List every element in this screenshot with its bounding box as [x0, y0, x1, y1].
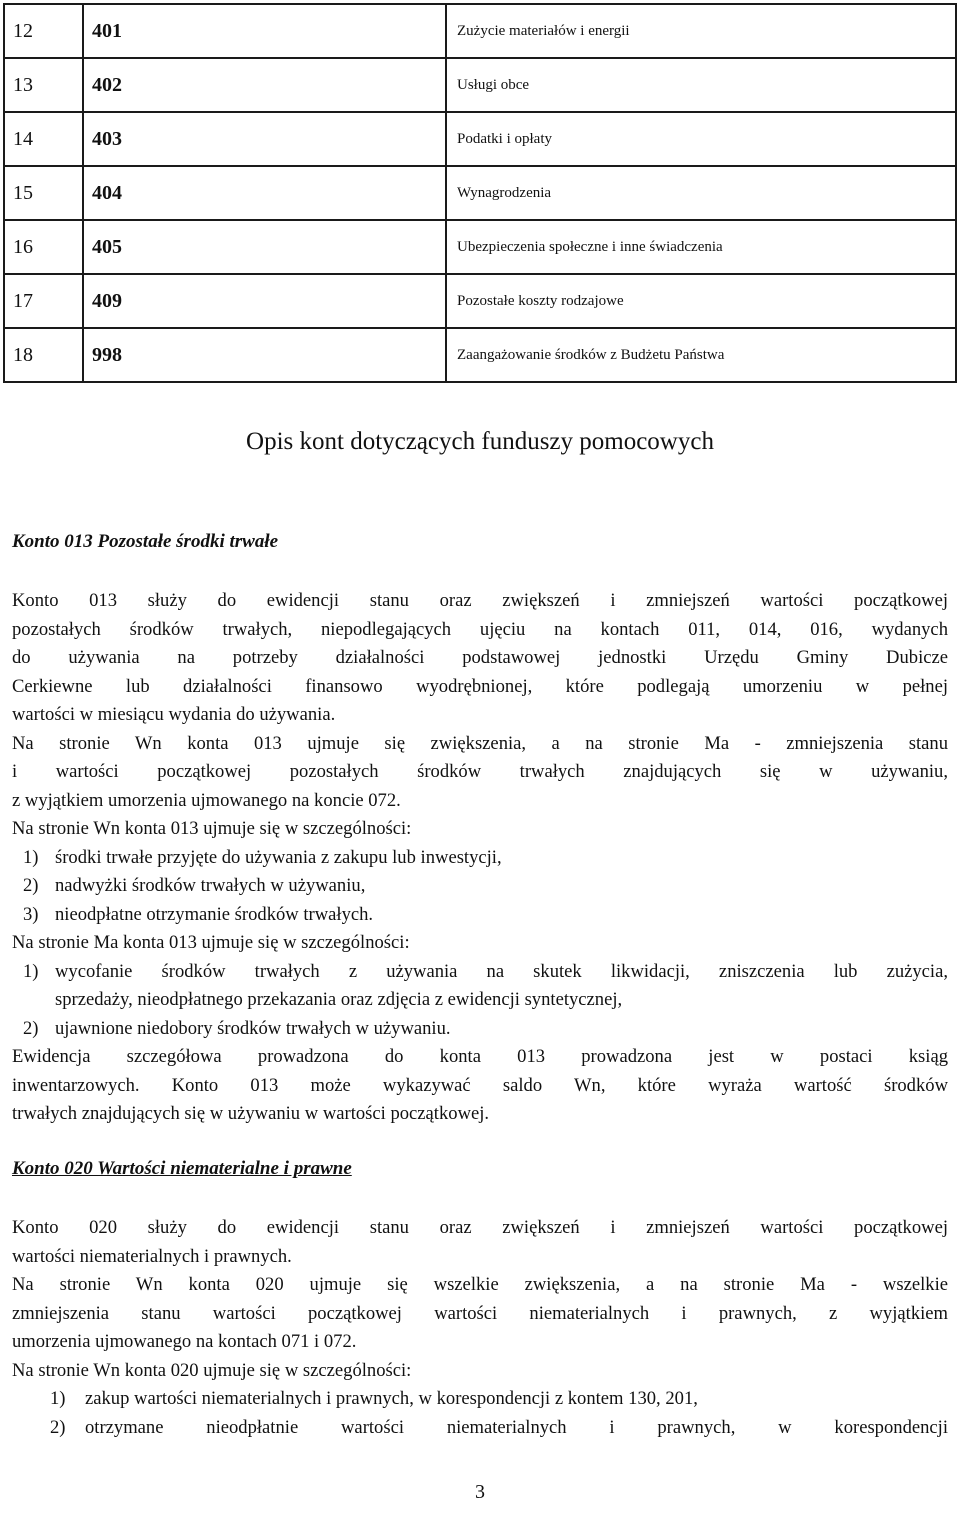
row-number-cell: 18 [4, 328, 83, 382]
account-number-cell: 409 [83, 274, 446, 328]
table-row [4, 166, 956, 220]
konto-020-wn-ma-line: Na stronie Wn konta 020 ujmuje się wszelkie zwiększenia, a na stronie Ma - wszelkie [12, 1274, 948, 1295]
account-number-cell: 403 [83, 112, 446, 166]
table-row [4, 328, 956, 382]
account-number-cell: 998 [83, 328, 446, 382]
list-item [12, 901, 948, 930]
account-number-cell: 405 [83, 220, 446, 274]
table-row [4, 58, 956, 112]
list-text: sprzedaży, nieodpłatnego przekazania oraz zdjęcia z ewidencji syntetycznej, [55, 989, 623, 1010]
konto-020-intro-line: Konto 020 służy do ewidencji stanu oraz zwiększeń i zmniejszeń wartości początkowej [12, 1217, 948, 1238]
table-row [4, 4, 956, 58]
account-name-cell: Zaangażowanie środków z Budżetu Państwa [446, 328, 956, 382]
konto-020-intro-line: wartości niematerialnych i prawnych. [12, 1245, 292, 1267]
row-number-cell: 16 [4, 220, 83, 274]
section-title: Opis kont dotyczących funduszy pomocowych [246, 428, 714, 455]
konto-013-detail-line: trwałych znajdujących się w używaniu w wartości początkowej. [12, 1103, 490, 1124]
account-number-cell: 401 [83, 4, 446, 58]
account-number-cell: 402 [83, 58, 446, 112]
konto-013-wn-ma-line: Na stronie Wn konta 013 ujmuje się zwiększenia, a na stronie Ma - zmniejszenia stanu [12, 732, 948, 754]
list-item [12, 1385, 948, 1414]
konto-013-wn-lead: Na stronie Wn konta 013 ujmuje się w szczególności: [12, 818, 412, 839]
konto-013-wn-ma-line: z wyjątkiem umorzenia ujmowanego na koncie 072. [12, 789, 401, 811]
row-number-cell: 12 [4, 4, 83, 58]
konto-013-intro-line: Cerkiewne lub działalności finansowo wyodrębnionej, które podlegają umorzeniu w pełnej [12, 675, 948, 697]
row-number-cell: 17 [4, 274, 83, 328]
account-table [3, 3, 957, 383]
list-text: wycofanie środków trwałych z używania na skutek likwidacji, zniszczenia lub zużycia, [55, 960, 948, 982]
list-item [12, 844, 948, 873]
table-row [4, 112, 956, 166]
konto-013-wn-list [12, 844, 948, 930]
konto-013-detail-line: Ewidencja szczegółowa prowadzona do konta 013 prowadzona jest w postaci ksiąg [12, 1046, 948, 1067]
list-number: 1) [50, 1388, 66, 1409]
list-item [12, 1414, 948, 1443]
konto-013-intro-line: do używania na potrzeby działalności podstawowej jednostki Urzędu Gminy Dubicze [12, 647, 948, 668]
konto-020-wn-ma-line: zmniejszenia stanu wartości początkowej wartości niematerialnych i prawnych, z wyjątkiem [12, 1302, 948, 1324]
list-number: 3) [23, 903, 39, 925]
list-number: 1) [23, 960, 39, 982]
list-number: 1) [23, 846, 39, 868]
table-row [4, 274, 956, 328]
account-name-cell: Wynagrodzenia [446, 166, 956, 220]
list-text: ujawnione niedobory środków trwałych w używaniu. [55, 1017, 451, 1039]
list-item [12, 1015, 948, 1044]
list-text: nieodpłatne otrzymanie środków trwałych. [55, 903, 374, 925]
list-text: zakup wartości niematerialnych i prawnych, w korespondencji z kontem 130, 201, [85, 1388, 698, 1409]
page-number: 3 [475, 1481, 485, 1503]
konto-013-ma-list [12, 958, 948, 1044]
account-name-cell: Pozostałe koszty rodzajowe [446, 274, 956, 328]
table-row [4, 220, 956, 274]
account-name-cell: Zużycie materiałów i energii [446, 4, 956, 58]
row-number-cell: 14 [4, 112, 83, 166]
account-table-body [4, 4, 956, 382]
list-number: 2) [23, 875, 39, 896]
konto-013-ma-lead: Na stronie Ma konta 013 ujmuje się w szczególności: [12, 932, 410, 953]
list-text: nadwyżki środków trwałych w używaniu, [55, 875, 366, 896]
konto-013-heading: Konto 013 Pozostałe środki trwałe [12, 531, 279, 552]
list-item [12, 872, 948, 901]
konto-020-text [12, 1214, 948, 1442]
konto-013-intro-line: Konto 013 służy do ewidencji stanu oraz zwiększeń i zmniejszeń wartości początkowej [12, 590, 948, 611]
list-text: środki trwałe przyjęte do używania z zakupu lub inwestycji, [55, 846, 502, 868]
konto-020-wn-list [12, 1385, 948, 1442]
list-item [12, 958, 948, 1015]
account-number-cell: 404 [83, 166, 446, 220]
konto-013-wn-ma-line: i wartości początkowej pozostałych środków trwałych znajdujących się w używaniu, [12, 761, 948, 782]
konto-013-text [12, 587, 948, 1129]
konto-013-detail-line: inwentarzowych. Konto 013 może wykazywać saldo Wn, które wyraża wartość środków [12, 1074, 948, 1096]
account-name-cell: Usługi obce [446, 58, 956, 112]
account-name-cell: Podatki i opłaty [446, 112, 956, 166]
konto-020-wn-ma-line: umorzenia ujmowanego na kontach 071 i 072. [12, 1331, 357, 1352]
konto-020-wn-lead: Na stronie Wn konta 020 ujmuje się w szczególności: [12, 1359, 412, 1381]
list-text: otrzymane nieodpłatnie wartości niematerialnych i prawnych, w korespondencji [85, 1416, 948, 1438]
konto-013-intro-line: wartości w miesiącu wydania do używania. [12, 704, 336, 725]
row-number-cell: 15 [4, 166, 83, 220]
account-name-cell: Ubezpieczenia społeczne i inne świadczenia [446, 220, 956, 274]
konto-020-heading: Konto 020 Wartości niematerialne i prawne [12, 1158, 352, 1179]
konto-013-intro-line: pozostałych środków trwałych, niepodlegających ujęciu na kontach 011, 014, 016, wydanych [12, 618, 948, 640]
list-number: 2) [23, 1017, 39, 1039]
row-number-cell: 13 [4, 58, 83, 112]
list-number: 2) [50, 1416, 66, 1438]
